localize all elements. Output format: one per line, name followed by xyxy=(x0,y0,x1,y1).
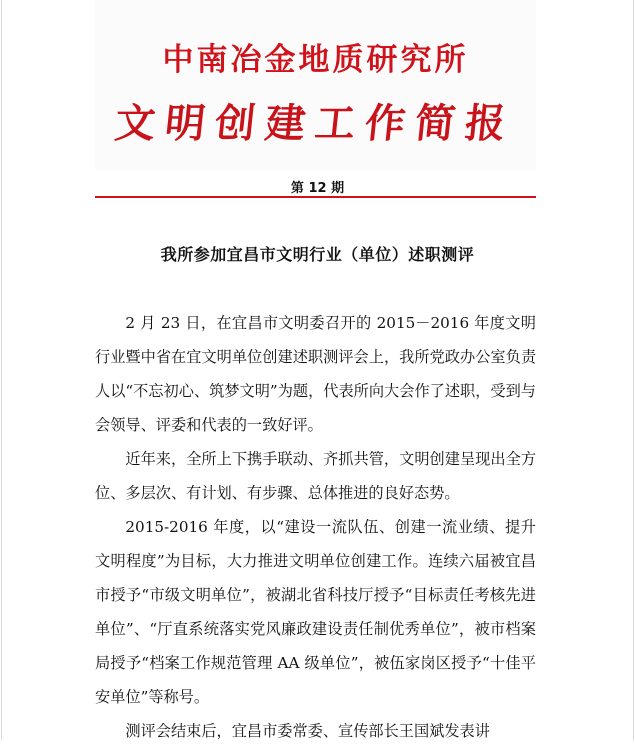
masthead xyxy=(95,0,536,170)
bulletin-title: 文明创建工作简报 xyxy=(112,100,518,147)
issue-number: 第 12 期 xyxy=(290,181,345,196)
paragraph-4: 测评会结束后，宜昌市委常委、宣传部长王国斌发表讲 xyxy=(125,722,490,740)
page-edge-right xyxy=(633,0,634,740)
paragraph-1: 2 月 23 日，在宜昌市文明委召开的 2015－2016 年度文明行业暨中省在宜文明单位创建述职测评会上，我所党政办公室负责人以“不忘初心、筑梦文明”为题，代表所向大会作了述职，受到与会领导、评委和代表的一致好评。 xyxy=(95,314,536,434)
article-body xyxy=(95,306,536,748)
page-edge-left xyxy=(1,0,2,740)
organization-name: 中南冶金地质研究所 xyxy=(162,42,469,78)
paragraph-3: 2015-2016 年度，以“建设一流队伍、创建一流业绩、提升文明程度”为目标，大力推进文明单位创建工作。连续六届被宜昌市授予“市级文明单位”，被湖北省科技厅授予“目标责任考核先进单位”、“厅直系统落实党风廉政建设责任制优秀单位”，被市档案局授予“档案工作规范管理 AA 级单位”，被伍家岗区授予“十佳平安单位”等称号。 xyxy=(95,518,536,706)
article-headline: 我所参加宜昌市文明行业（单位）述职测评 xyxy=(160,245,475,264)
paragraph-2: 近年来，全所上下携手联动、齐抓共管，文明创建呈现出全方位、多层次、有计划、有步骤、总体推进的良好态势。 xyxy=(95,450,536,502)
red-divider xyxy=(95,196,536,198)
